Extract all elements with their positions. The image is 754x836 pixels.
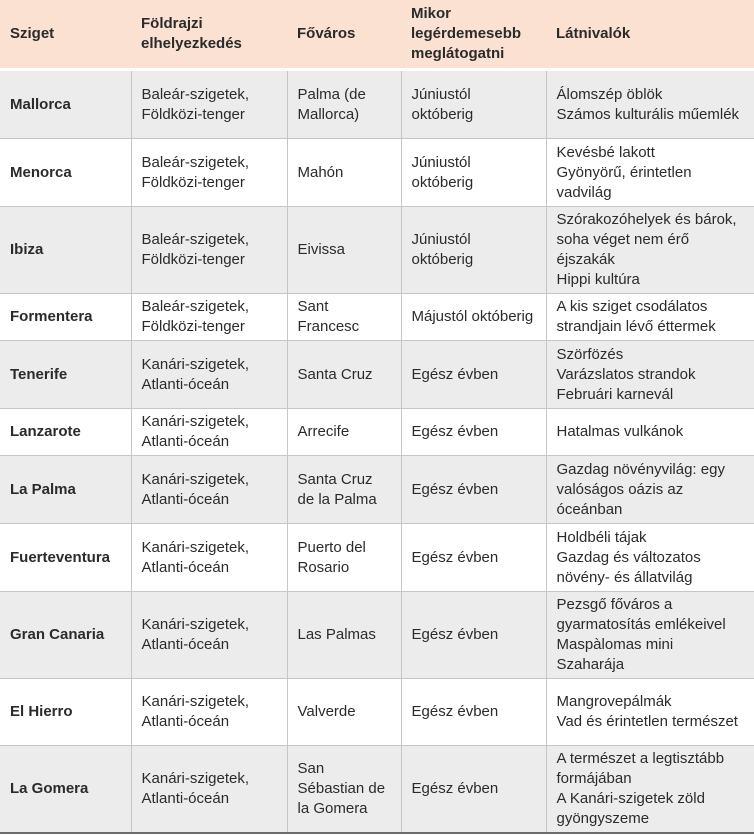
table-header bbox=[0, 0, 754, 70]
cell-location: Kanári-szigetek, Atlanti-óceán bbox=[131, 746, 287, 834]
table-body bbox=[0, 70, 754, 834]
sight-line: Gazdag és változatos növény- és állatvilág bbox=[556, 548, 701, 586]
cell-best-time: Egész évben bbox=[401, 409, 546, 456]
cell-capital: Mahón bbox=[287, 139, 401, 207]
sight-line: Vad és érintetlen természet bbox=[556, 713, 738, 730]
cell-capital: Valverde bbox=[287, 679, 401, 746]
cell-best-time: Júniustól októberig bbox=[401, 139, 546, 207]
cell-best-time: Egész évben bbox=[401, 592, 546, 679]
cell-sights bbox=[546, 341, 754, 409]
sight-line: Mangrovepálmák bbox=[556, 693, 672, 710]
table-row bbox=[0, 341, 754, 409]
sight-line: A Kanári-szigetek zöld gyöngyszeme bbox=[556, 790, 705, 827]
cell-island: Mallorca bbox=[0, 70, 131, 139]
cell-island: La Palma bbox=[0, 456, 131, 524]
table-row bbox=[0, 207, 754, 294]
cell-capital: Santa Cruz de la Palma bbox=[287, 456, 401, 524]
sight-line: Szörfözés bbox=[556, 345, 624, 363]
cell-best-time: Májustól októberig bbox=[401, 294, 546, 341]
cell-island: Gran Canaria bbox=[0, 592, 131, 679]
cell-location: Kanári-szigetek, Atlanti-óceán bbox=[131, 679, 287, 746]
cell-location: Baleár-szigetek, Földközi-tenger bbox=[131, 207, 287, 294]
table-row bbox=[0, 294, 754, 341]
table-row bbox=[0, 524, 754, 592]
cell-sights bbox=[546, 592, 754, 679]
cell-location: Kanári-szigetek, Atlanti-óceán bbox=[131, 524, 287, 592]
cell-capital: Puerto del Rosario bbox=[287, 524, 401, 592]
table-row bbox=[0, 679, 754, 746]
table-row bbox=[0, 139, 754, 207]
table-row bbox=[0, 746, 754, 834]
cell-sights bbox=[546, 746, 754, 834]
sight-line: Gazdag növényvilág: egy valóságos oázis az óceánban bbox=[556, 460, 725, 518]
cell-island: El Hierro bbox=[0, 679, 131, 746]
sight-line: Álomszép öblök bbox=[556, 85, 663, 103]
cell-island: Formentera bbox=[0, 294, 131, 341]
cell-island: La Gomera bbox=[0, 746, 131, 834]
sight-line: Varázslatos strandok bbox=[556, 365, 696, 383]
cell-location: Baleár-szigetek, Földközi-tenger bbox=[131, 139, 287, 207]
sight-line: A kis sziget csodálatos strandjain lévő éttermek bbox=[556, 298, 716, 335]
sight-line: Hatalmas vulkánok bbox=[556, 423, 684, 440]
sight-line: Holdbéli tájak bbox=[556, 528, 647, 546]
cell-capital: Arrecife bbox=[287, 409, 401, 456]
table-row bbox=[0, 70, 754, 139]
sight-line: Hippi kultúra bbox=[556, 271, 640, 288]
cell-best-time: Egész évben bbox=[401, 746, 546, 834]
cell-location: Kanári-szigetek, Atlanti-óceán bbox=[131, 592, 287, 679]
cell-sights bbox=[546, 70, 754, 139]
cell-best-time: Júniustól októberig bbox=[401, 70, 546, 139]
table-row bbox=[0, 409, 754, 456]
sight-line: Maspàlomas mini Szaharája bbox=[556, 636, 674, 673]
col-header-best-time: Mikor legérdemesebb meglátogatni bbox=[401, 0, 546, 70]
col-header-location: Földrajzi elhelyezkedés bbox=[131, 0, 287, 70]
cell-capital: Las Palmas bbox=[287, 592, 401, 679]
cell-sights bbox=[546, 679, 754, 746]
sight-line: Számos kulturális műemlék bbox=[556, 105, 740, 123]
sight-line: Februári karnevál bbox=[556, 385, 674, 403]
cell-island: Ibiza bbox=[0, 207, 131, 294]
cell-capital: Palma (de Mallorca) bbox=[287, 70, 401, 139]
sight-line: Gyönyörű, érintetlen vadvilág bbox=[556, 163, 692, 201]
cell-sights bbox=[546, 409, 754, 456]
header-row bbox=[0, 0, 754, 70]
sight-line: Kevésbé lakott bbox=[556, 143, 655, 161]
cell-location: Kanári-szigetek, Atlanti-óceán bbox=[131, 409, 287, 456]
cell-island: Menorca bbox=[0, 139, 131, 207]
cell-best-time: Egész évben bbox=[401, 679, 546, 746]
cell-location: Kanári-szigetek, Atlanti-óceán bbox=[131, 341, 287, 409]
cell-location: Kanári-szigetek, Atlanti-óceán bbox=[131, 456, 287, 524]
cell-sights bbox=[546, 524, 754, 592]
cell-sights bbox=[546, 207, 754, 294]
cell-capital: Sant Francesc bbox=[287, 294, 401, 341]
cell-island: Tenerife bbox=[0, 341, 131, 409]
table-row bbox=[0, 456, 754, 524]
cell-location: Baleár-szigetek, Földközi-tenger bbox=[131, 70, 287, 139]
cell-island: Lanzarote bbox=[0, 409, 131, 456]
cell-capital: Santa Cruz bbox=[287, 341, 401, 409]
sight-line: Szórakozóhelyek és bárok, soha véget nem érő éjszakák bbox=[556, 211, 737, 268]
col-header-sights: Látnivalók bbox=[546, 0, 754, 70]
sight-line: Pezsgő főváros a gyarmatosítás emlékeivel bbox=[556, 596, 726, 633]
cell-best-time: Egész évben bbox=[401, 456, 546, 524]
cell-sights bbox=[546, 456, 754, 524]
sight-line: A természet a legtisztább formájában bbox=[556, 750, 725, 787]
cell-sights bbox=[546, 294, 754, 341]
cell-sights bbox=[546, 139, 754, 207]
cell-capital: Eivissa bbox=[287, 207, 401, 294]
cell-best-time: Egész évben bbox=[401, 341, 546, 409]
col-header-island: Sziget bbox=[0, 0, 131, 70]
cell-best-time: Júniustól októberig bbox=[401, 207, 546, 294]
cell-island: Fuerteventura bbox=[0, 524, 131, 592]
cell-capital: San Sébastian de la Gomera bbox=[287, 746, 401, 834]
cell-best-time: Egész évben bbox=[401, 524, 546, 592]
cell-location: Baleár-szigetek, Földközi-tenger bbox=[131, 294, 287, 341]
table-row bbox=[0, 592, 754, 679]
col-header-capital: Főváros bbox=[287, 0, 401, 70]
